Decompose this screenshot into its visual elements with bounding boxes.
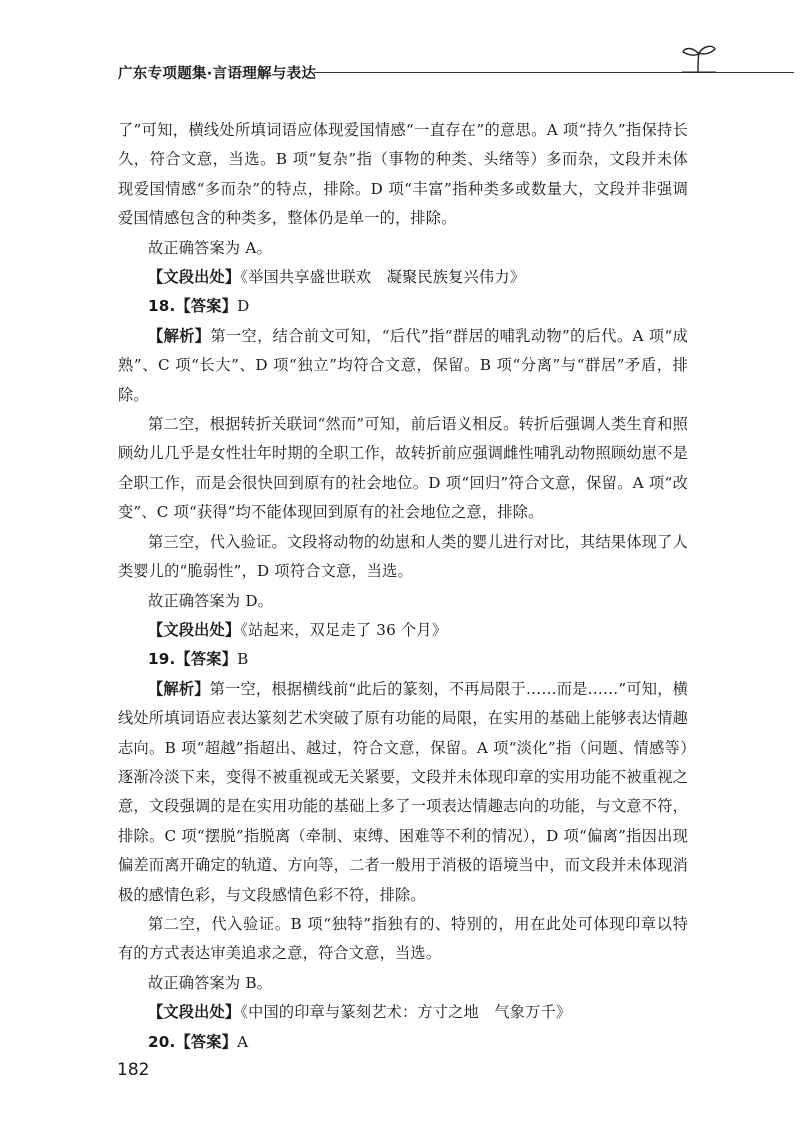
- answer-label: 20.【答案】: [148, 1032, 238, 1051]
- source-title: 《站起来，双足走了 36 个月》: [240, 620, 448, 639]
- analysis-text: 第一空，根据横线前“此后的篆刻，不再局限于……而是……”可知，横线处所填词语应表达篆刻艺术突破了原有功能的局限，在实用的基础上能够表达情趣志向。B 项“超越”指超出、越过，符合文意，保留。A 项“淡化”指（问题、情感等）逐渐冷淡下来，变得不被重视或无关紧要，文段并未体现印章的实用功能不被重视之意，文段强调的是在实用功能的基础上多了一项表达情趣志向的功能，与文意不符，排除。C 项“摆脱”指脱离（牵制、束缚、困难等不利的情况），D 项“偏离”指因出现偏差而离开确定的轨道、方向等，二者一般用于消极的语境当中，而文段并未体现消极的感情色彩，与文段感情色彩不符，排除。: [118, 679, 688, 904]
- header-rule: [314, 72, 794, 73]
- analysis-19-blank-1: [118, 675, 688, 910]
- paragraph-17-analysis-end: 了”可知，横线处所填词语应体现爱国情感“一直存在”的意思。A 项“持久”指保持长久，符合文意，当选。B 项“复杂”指（事物的种类、头绪等）多而杂，文段并未体现爱国情感“多而杂”的特点，排除。D 项“丰富”指种类多或数量大，文段并非强调爱国情感包含的种类多，整体仍是单一的，排除。: [118, 121, 688, 228]
- page-number: 182: [117, 1060, 150, 1080]
- analysis-label: 【解析】: [148, 679, 210, 698]
- sprout-icon: [680, 42, 718, 74]
- source-19: [118, 998, 688, 1027]
- answer-conclusion-18: 故正确答案为 D。: [148, 591, 274, 610]
- header-title: 广东专项题集·言语理解与表达: [118, 66, 317, 82]
- answer-20: [118, 1028, 688, 1057]
- source-label: 【文段出处】: [148, 1003, 241, 1022]
- answer-conclusion-19: 故正确答案为 B。: [148, 973, 273, 992]
- answer-label: 18.【答案】: [148, 297, 238, 316]
- answer-conclusion-17: 故正确答案为 A。: [148, 238, 272, 257]
- page-body: [118, 116, 688, 1057]
- answer-value: B: [237, 650, 249, 669]
- analysis-18-blank-1: [118, 322, 688, 410]
- analysis-19-blank-2: 第二空，代入验证。B 项“独特”指独有的、特别的，用在此处可体现印章以特有的方式表达审美追求之意，符合文意，当选。: [118, 914, 688, 963]
- answer-value: D: [237, 297, 250, 316]
- source-title: 《中国的印章与篆刻艺术：方寸之地 气象万千》: [240, 1003, 572, 1022]
- source-label: 【文段出处】: [148, 268, 241, 287]
- source-label: 【文段出处】: [148, 620, 241, 639]
- answer-label: 19.【答案】: [148, 650, 238, 669]
- analysis-18-blank-3: 第三空，代入验证。文段将动物的幼崽和人类的婴儿进行对比，其结果体现了人类婴儿的“脆弱性”，D 项符合文意，当选。: [118, 532, 688, 581]
- answer-19: [118, 645, 688, 674]
- answer-value: A: [237, 1032, 249, 1051]
- analysis-text: 第一空，结合前文可知，“后代”指“群居的哺乳动物”的后代。A 项“成熟”、C 项“长大”、D 项“独立”均符合文意，保留。B 项“分离”与“群居”矛盾，排除。: [118, 326, 688, 404]
- answer-18: [118, 292, 688, 321]
- source-17: [118, 263, 688, 292]
- source-18: [118, 616, 688, 645]
- analysis-18-blank-2: 第二空，根据转折关联词“然而”可知，前后语义相反。转折后强调人类生育和照顾幼儿几乎是女性壮年时期的全职工作，故转折前应强调雌性哺乳动物照顾幼崽不是全职工作，而是会很快回到原有的社会地位。D 项“回归”符合文意，保留。A 项“改变”、C 项“获得”均不能体现回到原有的社会地位之意，排除。: [118, 415, 688, 522]
- running-header: [118, 62, 718, 84]
- analysis-label: 【解析】: [148, 326, 211, 345]
- source-title: 《举国共享盛世联欢 凝聚民族复兴伟力》: [240, 268, 526, 287]
